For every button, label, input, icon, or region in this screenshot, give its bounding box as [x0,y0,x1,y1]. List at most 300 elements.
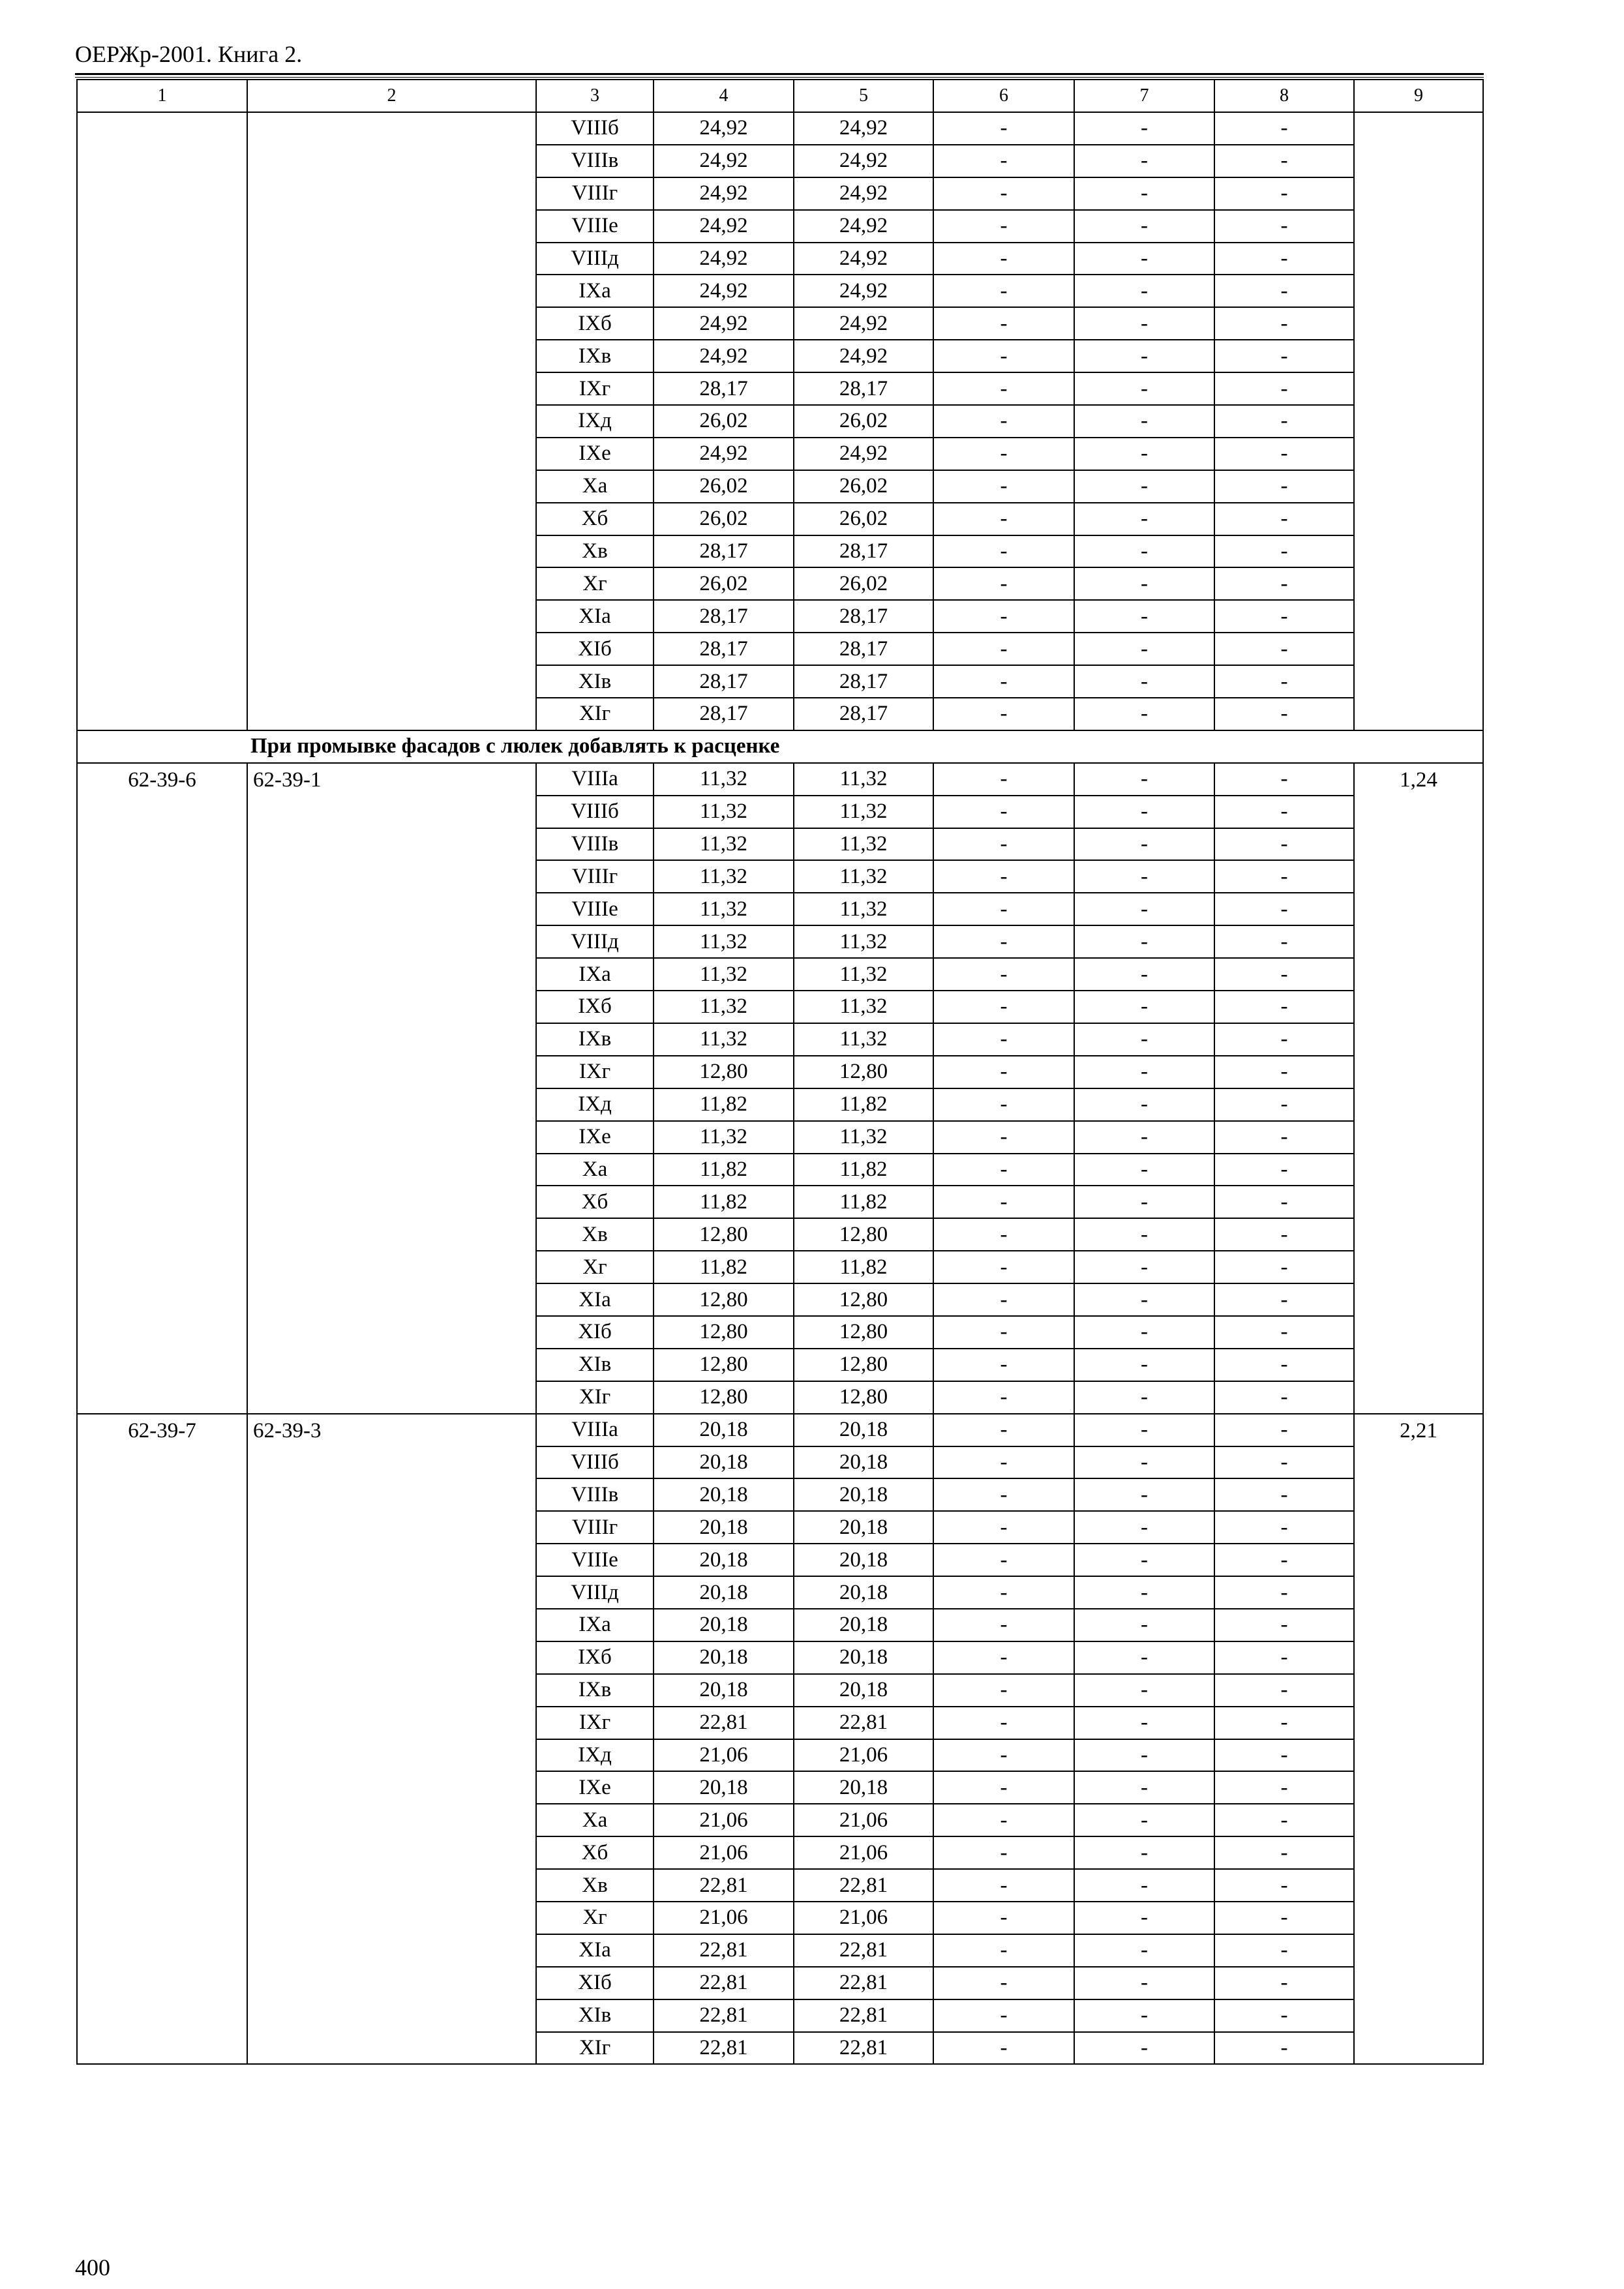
value-cell-col5: 28,17 [794,633,933,665]
value-cell-col7: - [1074,1511,1214,1544]
value-cell-col5: 26,02 [794,470,933,503]
value-cell-col5: 28,17 [794,698,933,730]
value-cell-col5: 20,18 [794,1414,933,1446]
value-cell-col5: 20,18 [794,1544,933,1576]
value-cell-col8: - [1214,763,1354,796]
grade-cell: VIIIв [536,828,654,861]
grade-cell: VIIIв [536,1478,654,1511]
grade-cell: XIа [536,1283,654,1316]
value-cell-col7: - [1074,340,1214,372]
grade-cell: Xв [536,1218,654,1251]
column-number: 4 [654,80,794,112]
value-cell-col7: - [1074,925,1214,958]
value-cell-col8: - [1214,1902,1354,1934]
value-cell-col8: - [1214,145,1354,177]
value-cell-col5: 11,32 [794,925,933,958]
value-cell-col8: - [1214,1836,1354,1869]
value-cell-col8: - [1214,177,1354,210]
value-cell-col4: 20,18 [654,1609,794,1641]
value-cell-col8: - [1214,112,1354,145]
value-cell-col8: - [1214,405,1354,438]
value-cell-col6: - [933,1707,1074,1739]
value-cell-col7: - [1074,1316,1214,1349]
value-cell-col6: - [933,1446,1074,1479]
value-cell-col7: - [1074,1023,1214,1056]
value-cell-col7: - [1074,503,1214,535]
value-cell-col4: 11,82 [654,1251,794,1283]
value-cell-col5: 24,92 [794,243,933,275]
value-cell-col6: - [933,1283,1074,1316]
value-cell-col8: - [1214,470,1354,503]
value-cell-col6: - [933,1088,1074,1121]
value-cell-col6: - [933,1478,1074,1511]
value-cell-col5: 12,80 [794,1218,933,1251]
grade-cell: VIIIе [536,893,654,925]
value-cell-col7: - [1074,1707,1214,1739]
value-cell-col8: - [1214,1804,1354,1836]
grade-cell: VIIIг [536,1511,654,1544]
grade-cell: IXд [536,1088,654,1121]
value-cell-col8: - [1214,275,1354,307]
value-cell-col4: 11,32 [654,1121,794,1154]
grade-cell: XIв [536,1999,654,2032]
value-cell-col4: 20,18 [654,1511,794,1544]
value-cell-col8: - [1214,1478,1354,1511]
value-cell-col6: - [933,1186,1074,1218]
value-cell-col7: - [1074,698,1214,730]
value-cell-col5: 20,18 [794,1674,933,1707]
grade-cell: IXг [536,1707,654,1739]
value-cell-col6: - [933,1414,1074,1446]
value-cell-col4: 21,06 [654,1804,794,1836]
value-cell-col6: - [933,1576,1074,1609]
value-cell-col5: 20,18 [794,1771,933,1804]
value-cell-col6: - [933,307,1074,340]
value-cell-col6: - [933,698,1074,730]
value-cell-col7: - [1074,860,1214,893]
value-cell-col8: - [1214,1999,1354,2032]
value-cell-col7: - [1074,1349,1214,1381]
value-cell-col4: 20,18 [654,1674,794,1707]
grade-cell: XIб [536,1967,654,1999]
value-cell-col7: - [1074,275,1214,307]
grade-cell: Xг [536,1251,654,1283]
grade-cell: IXв [536,340,654,372]
value-cell-col8: - [1214,600,1354,633]
value-cell-col6: - [933,860,1074,893]
value-cell-col8: - [1214,1218,1354,1251]
grade-cell: XIв [536,665,654,698]
value-cell-col5: 11,82 [794,1251,933,1283]
value-cell-col7: - [1074,243,1214,275]
value-cell-col4: 24,92 [654,438,794,470]
value-cell-col5: 11,32 [794,958,933,991]
value-cell-col6: - [933,2032,1074,2065]
value-cell-col4: 22,81 [654,1999,794,2032]
value-cell-col5: 24,92 [794,340,933,372]
value-cell-col8: - [1214,1576,1354,1609]
value-cell-col6: - [933,438,1074,470]
value-cell-col8: - [1214,1544,1354,1576]
value-cell-col8: - [1214,243,1354,275]
value-cell-col5: 20,18 [794,1609,933,1641]
value-cell-col6: - [933,1934,1074,1967]
grade-cell: VIIIв [536,145,654,177]
grade-cell: IXг [536,1056,654,1088]
document-header: ОЕРЖр-2001. Книга 2. [75,41,303,67]
value-cell-col5: 28,17 [794,600,933,633]
value-cell-col6: - [933,275,1074,307]
value-cell-col6: - [933,893,1074,925]
value-cell-col6: - [933,1218,1074,1251]
value-cell-col5: 11,82 [794,1088,933,1121]
value-cell-col8: - [1214,1771,1354,1804]
table-body [77,80,1483,2064]
grade-cell: XIб [536,633,654,665]
value-cell-col4: 12,80 [654,1349,794,1381]
value-cell-col5: 22,81 [794,1999,933,2032]
value-cell-col8: - [1214,503,1354,535]
value-cell-col4: 11,32 [654,958,794,991]
value-cell-col8: - [1214,925,1354,958]
grade-cell: VIIIд [536,1576,654,1609]
value-cell-col6: - [933,243,1074,275]
value-cell-col8: - [1214,2032,1354,2065]
value-cell-col8: - [1214,665,1354,698]
value-cell-col4: 12,80 [654,1316,794,1349]
value-cell-col8: - [1214,1609,1354,1641]
value-cell-col4: 20,18 [654,1576,794,1609]
value-cell-col6: - [933,1316,1074,1349]
value-cell-col5: 11,32 [794,893,933,925]
value-cell-col5: 24,92 [794,112,933,145]
value-cell-col4: 24,92 [654,145,794,177]
value-cell-col6: - [933,1902,1074,1934]
header-rule [75,73,1484,75]
value-cell-col4: 22,81 [654,1707,794,1739]
value-cell-col5: 11,82 [794,1186,933,1218]
value-cell-col8: - [1214,1349,1354,1381]
value-cell-col5: 26,02 [794,567,933,600]
value-cell-col4: 11,32 [654,828,794,861]
value-cell-col6: - [933,633,1074,665]
rate-code-cell: 62-39-7 [77,1414,247,2065]
grade-cell: VIIIд [536,925,654,958]
value-cell-col4: 28,17 [654,372,794,405]
value-cell-col4: 24,92 [654,177,794,210]
value-cell-col6: - [933,1154,1074,1186]
value-cell-col6: - [933,665,1074,698]
value-cell-col8: - [1214,1641,1354,1674]
grade-cell: Xб [536,1836,654,1869]
value-cell-col8: - [1214,1511,1354,1544]
value-cell-col6: - [933,1641,1074,1674]
grade-cell: IXд [536,1739,654,1772]
value-cell-col4: 12,80 [654,1381,794,1414]
value-cell-col6: - [933,1771,1074,1804]
value-cell-col5: 11,32 [794,860,933,893]
value-cell-col7: - [1074,470,1214,503]
value-cell-col5: 24,92 [794,275,933,307]
value-cell-col4: 28,17 [654,535,794,568]
value-cell-col7: - [1074,1056,1214,1088]
value-cell-col6: - [933,1967,1074,1999]
value-cell-col7: - [1074,1478,1214,1511]
grade-cell: IXб [536,1641,654,1674]
value-cell-col6: - [933,1999,1074,2032]
value-cell-col5: 26,02 [794,405,933,438]
value-cell-col8: - [1214,1023,1354,1056]
value-cell-col5: 12,80 [794,1349,933,1381]
value-cell-col4: 11,32 [654,860,794,893]
value-cell-col5: 12,80 [794,1381,933,1414]
value-cell-col7: - [1074,1804,1214,1836]
grade-cell: VIIIб [536,112,654,145]
value-cell-col7: - [1074,1544,1214,1576]
value-cell-col5: 11,32 [794,1023,933,1056]
value-cell-col7: - [1074,991,1214,1023]
value-cell-col6: - [933,535,1074,568]
value-cell-col5: 24,92 [794,177,933,210]
grade-cell: XIг [536,2032,654,2065]
value-cell-col8: - [1214,1088,1354,1121]
value-cell-col7: - [1074,600,1214,633]
value-cell-col7: - [1074,210,1214,243]
value-cell-col8: - [1214,372,1354,405]
value-cell-col5: 28,17 [794,665,933,698]
value-cell-col8: - [1214,210,1354,243]
grade-cell: Xа [536,1154,654,1186]
value-cell-col7: - [1074,828,1214,861]
value-cell-col8: - [1214,633,1354,665]
value-cell-col6: - [933,1511,1074,1544]
value-cell-col6: - [933,470,1074,503]
value-cell-col4: 20,18 [654,1771,794,1804]
value-cell-col5: 22,81 [794,1934,933,1967]
value-cell-col8: - [1214,698,1354,730]
value-cell-col8: - [1214,1056,1354,1088]
value-cell-col7: - [1074,633,1214,665]
value-cell-col7: - [1074,177,1214,210]
value-cell-col6: - [933,1121,1074,1154]
value-cell-col8: - [1214,828,1354,861]
value-cell-col6: - [933,1349,1074,1381]
value-cell-col4: 24,92 [654,243,794,275]
value-cell-col7: - [1074,567,1214,600]
grade-cell: Xа [536,1804,654,1836]
base-rate-cell: 62-39-3 [247,1414,536,2065]
value-cell-col6: - [933,1836,1074,1869]
value-cell-col8: - [1214,535,1354,568]
column-number: 1 [77,80,247,112]
value-cell-col6: - [933,1023,1074,1056]
value-cell-col4: 24,92 [654,307,794,340]
table-row [77,763,1483,796]
value-cell-col8: - [1214,893,1354,925]
value-cell-col6: - [933,1544,1074,1576]
value-cell-col8: - [1214,796,1354,828]
value-cell-col6: - [933,1739,1074,1772]
value-cell-col4: 11,82 [654,1186,794,1218]
value-cell-col6: - [933,1674,1074,1707]
value-cell-col6: - [933,145,1074,177]
column-number: 9 [1354,80,1483,112]
value-cell-col4: 11,32 [654,796,794,828]
grade-cell: XIб [536,1316,654,1349]
grade-cell: VIIIе [536,1544,654,1576]
column-number: 6 [933,80,1074,112]
grade-cell: Xв [536,535,654,568]
value-cell-col7: - [1074,1186,1214,1218]
value-cell-col4: 20,18 [654,1414,794,1446]
value-cell-col7: - [1074,1154,1214,1186]
value-cell-col7: - [1074,1446,1214,1479]
value-cell-col8: - [1214,991,1354,1023]
grade-cell: Xв [536,1869,654,1902]
value-cell-col5: 28,17 [794,372,933,405]
value-cell-col6: - [933,958,1074,991]
value-cell-col4: 24,92 [654,112,794,145]
value-cell-col7: - [1074,1934,1214,1967]
value-cell-col8: - [1214,958,1354,991]
rates-table [76,79,1484,2065]
value-cell-col4: 21,06 [654,1902,794,1934]
value-cell-col4: 22,81 [654,1934,794,1967]
grade-cell: IXг [536,372,654,405]
value-cell-col7: - [1074,1739,1214,1772]
grade-cell: Xа [536,470,654,503]
value-cell-col5: 20,18 [794,1446,933,1479]
grade-cell: Xг [536,567,654,600]
grade-cell: Xг [536,1902,654,1934]
column-number: 7 [1074,80,1214,112]
value-cell-col6: - [933,991,1074,1023]
grade-cell: VIIIа [536,1414,654,1446]
grade-cell: XIг [536,698,654,730]
value-cell-col5: 24,92 [794,438,933,470]
value-cell-col4: 21,06 [654,1836,794,1869]
value-cell-col4: 28,17 [654,665,794,698]
value-cell-col7: - [1074,1967,1214,1999]
value-cell-col8: - [1214,1414,1354,1446]
extra-value-cell: 1,24 [1354,763,1483,1414]
value-cell-col5: 21,06 [794,1804,933,1836]
value-cell-col4: 26,02 [654,567,794,600]
value-cell-col4: 28,17 [654,600,794,633]
value-cell-col7: - [1074,1251,1214,1283]
value-cell-col6: - [933,503,1074,535]
value-cell-col6: - [933,1869,1074,1902]
value-cell-col5: 21,06 [794,1902,933,1934]
value-cell-col4: 24,92 [654,340,794,372]
table-row [77,112,1483,145]
value-cell-col4: 20,18 [654,1478,794,1511]
value-cell-col5: 26,02 [794,503,933,535]
value-cell-col4: 28,17 [654,698,794,730]
value-cell-col4: 26,02 [654,470,794,503]
value-cell-col4: 12,80 [654,1283,794,1316]
value-cell-col4: 24,92 [654,275,794,307]
value-cell-col8: - [1214,860,1354,893]
value-cell-col6: - [933,1251,1074,1283]
value-cell-col7: - [1074,1283,1214,1316]
value-cell-col7: - [1074,665,1214,698]
extra-value-cell: 2,21 [1354,1414,1483,2065]
value-cell-col6: - [933,567,1074,600]
value-cell-col8: - [1214,1707,1354,1739]
value-cell-col7: - [1074,1609,1214,1641]
value-cell-col5: 20,18 [794,1478,933,1511]
value-cell-col5: 20,18 [794,1511,933,1544]
grade-cell: IXа [536,958,654,991]
value-cell-col4: 22,81 [654,2032,794,2065]
value-cell-col5: 22,81 [794,1869,933,1902]
value-cell-col7: - [1074,1381,1214,1414]
value-cell-col4: 11,32 [654,763,794,796]
value-cell-col5: 11,82 [794,1154,933,1186]
grade-cell: Xб [536,1186,654,1218]
value-cell-col7: - [1074,1218,1214,1251]
grade-cell: VIIIе [536,210,654,243]
value-cell-col4: 22,81 [654,1869,794,1902]
page-number: 400 [75,2254,110,2281]
value-cell-col6: - [933,1381,1074,1414]
value-cell-col4: 11,32 [654,991,794,1023]
value-cell-col5: 24,92 [794,307,933,340]
column-number-row [77,80,1483,112]
grade-cell: IXе [536,438,654,470]
value-cell-col5: 11,32 [794,991,933,1023]
value-cell-col5: 22,81 [794,2032,933,2065]
value-cell-col8: - [1214,1674,1354,1707]
value-cell-col8: - [1214,1934,1354,1967]
value-cell-col7: - [1074,1771,1214,1804]
column-number: 3 [536,80,654,112]
grade-cell: XIа [536,1934,654,1967]
value-cell-col5: 22,81 [794,1707,933,1739]
value-cell-col8: - [1214,1251,1354,1283]
column-number: 8 [1214,80,1354,112]
value-cell-col7: - [1074,145,1214,177]
grade-cell: VIIIг [536,860,654,893]
grade-cell: XIа [536,600,654,633]
value-cell-col6: - [933,925,1074,958]
value-cell-col4: 26,02 [654,405,794,438]
value-cell-col5: 11,32 [794,1121,933,1154]
rate-code-cell: 62-39-6 [77,763,247,1414]
grade-cell: IXа [536,1609,654,1641]
value-cell-col4: 21,06 [654,1739,794,1772]
value-cell-col7: - [1074,763,1214,796]
value-cell-col6: - [933,828,1074,861]
value-cell-col6: - [933,1804,1074,1836]
value-cell-col4: 11,82 [654,1088,794,1121]
value-cell-col4: 26,02 [654,503,794,535]
value-cell-col4: 28,17 [654,633,794,665]
value-cell-col7: - [1074,405,1214,438]
value-cell-col7: - [1074,1641,1214,1674]
value-cell-col7: - [1074,1088,1214,1121]
value-cell-col5: 11,32 [794,828,933,861]
value-cell-col6: - [933,112,1074,145]
grade-cell: XIг [536,1381,654,1414]
grade-cell: VIIIб [536,1446,654,1479]
grade-cell: IXд [536,405,654,438]
value-cell-col8: - [1214,1967,1354,1999]
value-cell-col5: 12,80 [794,1316,933,1349]
grade-cell: VIIIа [536,763,654,796]
value-cell-col4: 12,80 [654,1056,794,1088]
